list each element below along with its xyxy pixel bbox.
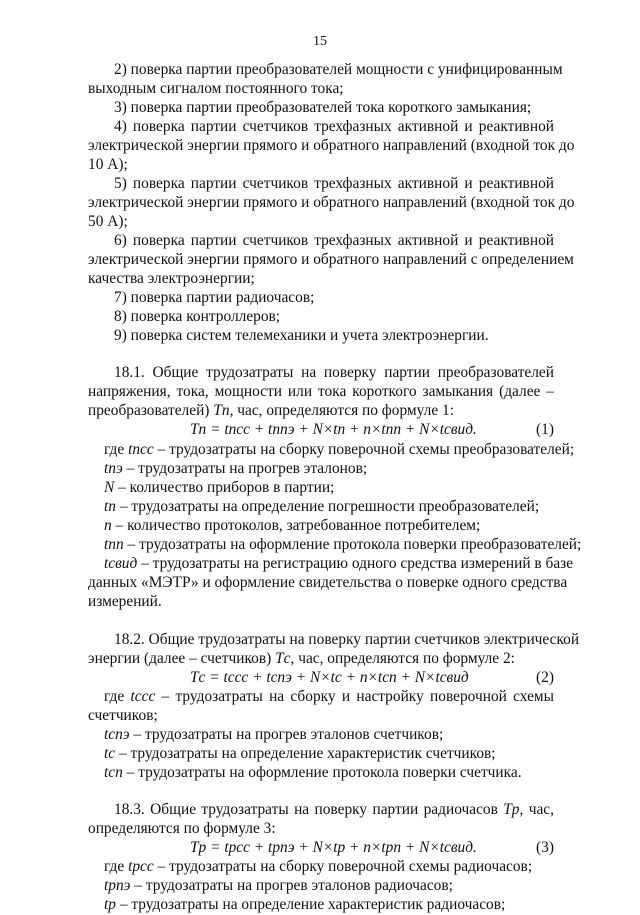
def-text: – трудозатраты на оформление протокола поверки счетчика. xyxy=(122,764,522,781)
list-item-2: 2) поверка партии преобразователей мощности с унифицированным xyxy=(114,61,563,78)
list-item-6-cont: электрической энергии прямого и обратного направлений с определением xyxy=(88,251,574,268)
s182-def-2 xyxy=(104,744,554,764)
s182-line2-a: энергии (далее – счетчиков) xyxy=(88,650,272,667)
def-prefix: где xyxy=(104,441,129,458)
def-text: – трудозатраты на определение погрешности преобразователей; xyxy=(115,498,540,515)
list-item-5: 5) поверка партии счетчиков трехфазных активной и реактивной xyxy=(114,175,554,192)
list-item-4-cont: электрической энергии прямого и обратного направлений (входной ток до xyxy=(88,137,575,154)
def-var: tрпэ xyxy=(104,877,131,894)
s181-line1 xyxy=(114,363,554,383)
def-text: – трудозатраты на прогрев эталонов радиочасов; xyxy=(130,877,453,894)
s181-line1-b: на поверку партии преобразователей xyxy=(301,364,554,381)
s182-line2-b: , час, определяются по формуле 2: xyxy=(290,650,515,667)
list-item-6-cont2: качества электроэнергии; xyxy=(88,270,255,287)
def-prefix: где xyxy=(104,688,125,705)
s181-def-2 xyxy=(104,478,554,498)
def-text: – трудозатраты на определение характеристик счетчиков; xyxy=(115,745,496,762)
def-var: N xyxy=(104,479,115,496)
list-item-8: 8) поверка контроллеров; xyxy=(114,308,281,325)
s181-def-4 xyxy=(104,516,554,536)
def-var: n xyxy=(104,517,112,534)
def-var: tпэ xyxy=(104,460,123,477)
formula-3-number: (3) xyxy=(536,839,554,856)
def-var: tссс xyxy=(130,688,156,705)
s182-def-3 xyxy=(104,763,554,783)
list-item-5-cont2: 50 А); xyxy=(88,213,128,230)
def-text: – количество приборов в партии; xyxy=(114,479,335,496)
s182-def-1 xyxy=(104,725,554,745)
s183-line1-b: на поверку партии радиочасов xyxy=(294,801,498,818)
s181-def-6 xyxy=(104,554,574,574)
list-item-5-cont: электрической энергии прямого и обратного направлений (входной ток до xyxy=(88,194,575,211)
s181-line2: напряжения, тока, мощности или тока короткого замыкания (далее – xyxy=(88,383,554,400)
def-var: tс xyxy=(104,745,116,762)
s182-line1: 18.2. Общие трудозатраты на поверку партии счетчиков электрической xyxy=(114,631,580,648)
formula-2-expr: Tс = tссс + tспэ + N×tс + n×tсп + N×tсвид xyxy=(190,669,469,686)
def-var: tр xyxy=(104,896,116,913)
def-text: – трудозатраты на сборку поверочной схемы преобразователей; xyxy=(153,441,575,458)
formula-1-expr: Tп = tпсс + tппэ + N×tп + n×tпп + N×tсвид. xyxy=(190,421,477,438)
s182-def-0-cont: счетчиков; xyxy=(88,707,158,724)
s182-line2-var: Tс xyxy=(275,650,291,667)
def-text: – трудозатраты на оформление протокола поверки преобразователей; xyxy=(123,536,582,553)
s181-def-1 xyxy=(104,459,554,479)
list-item-6: 6) поверка партии счетчиков трехфазных активной и реактивной xyxy=(114,232,554,249)
s183-def-1 xyxy=(104,876,554,896)
s182-def-0 xyxy=(104,687,554,707)
def-var: tпп xyxy=(104,536,124,553)
def-var: tпсс xyxy=(128,441,154,458)
def-text: – трудозатраты на прогрев эталонов; xyxy=(122,460,368,477)
s181-def-0 xyxy=(104,440,575,460)
list-item-4: 4) поверка партии счетчиков трехфазных активной и реактивной xyxy=(114,118,554,135)
s181-def-6-cont2: измерений. xyxy=(88,593,162,610)
def-var: tспэ xyxy=(104,726,130,743)
s181-def-6-cont: данных «МЭТР» и оформление свидетельства о поверке одного средства xyxy=(88,574,568,591)
def-var: tсп xyxy=(104,764,123,781)
list-item-9: 9) поверка систем телемеханики и учета электроэнергии. xyxy=(114,327,489,344)
formula-3-expr: Tр = tрсс + tрпэ + N×tр + n×tрп + N×tсвид. xyxy=(190,839,477,856)
def-prefix: где xyxy=(104,858,129,875)
s181-line1-a: 18.1. Общие трудозатраты xyxy=(114,364,294,381)
s182-line2 xyxy=(88,649,554,669)
def-text: – трудозатраты на определение характеристик радиочасов; xyxy=(115,896,506,913)
s181-line3-a: преобразователей) xyxy=(88,402,210,419)
formula-1-number: (1) xyxy=(536,421,554,438)
list-item-7: 7) поверка партии радиочасов; xyxy=(114,289,315,306)
def-text: – количество протоколов, затребованное потребителем; xyxy=(111,517,481,534)
list-item-4-cont2: 10 А); xyxy=(88,156,128,173)
s181-def-5 xyxy=(104,535,582,555)
s183-line1-var: Tр xyxy=(503,801,520,818)
list-item-2-cont: выходным сигналом постоянного тока; xyxy=(88,80,344,97)
s183-def-0 xyxy=(104,857,554,877)
list-item-3: 3) поверка партии преобразователей тока короткого замыкания; xyxy=(114,99,532,116)
def-text: – трудозатраты на сборку и настройку поверочной схемы xyxy=(155,688,554,705)
def-var: tсвид xyxy=(104,555,138,572)
def-var: tп xyxy=(104,498,116,515)
def-text: – трудозатраты на прогрев эталонов счетчиков; xyxy=(129,726,444,743)
formula-2-number: (2) xyxy=(536,669,554,686)
s183-line2: определяются по формуле 3: xyxy=(88,820,276,837)
s181-line3 xyxy=(88,401,554,421)
def-text: – трудозатраты на сборку поверочной схемы радиочасов; xyxy=(153,858,533,875)
def-var: tрсс xyxy=(128,858,154,875)
s181-def-3 xyxy=(104,497,554,517)
page-number: 15 xyxy=(313,34,327,49)
s183-line1 xyxy=(114,800,554,820)
s181-line3-var: Tп xyxy=(213,402,230,419)
s181-line3-b: , час, определяются по формуле 1: xyxy=(229,402,454,419)
s183-line1-a: 18.3. Общие трудозатраты xyxy=(114,801,289,818)
def-text: – трудозатраты на регистрацию одного средства измерений в базе xyxy=(137,555,574,572)
s183-line1-c: , час, xyxy=(519,801,554,818)
